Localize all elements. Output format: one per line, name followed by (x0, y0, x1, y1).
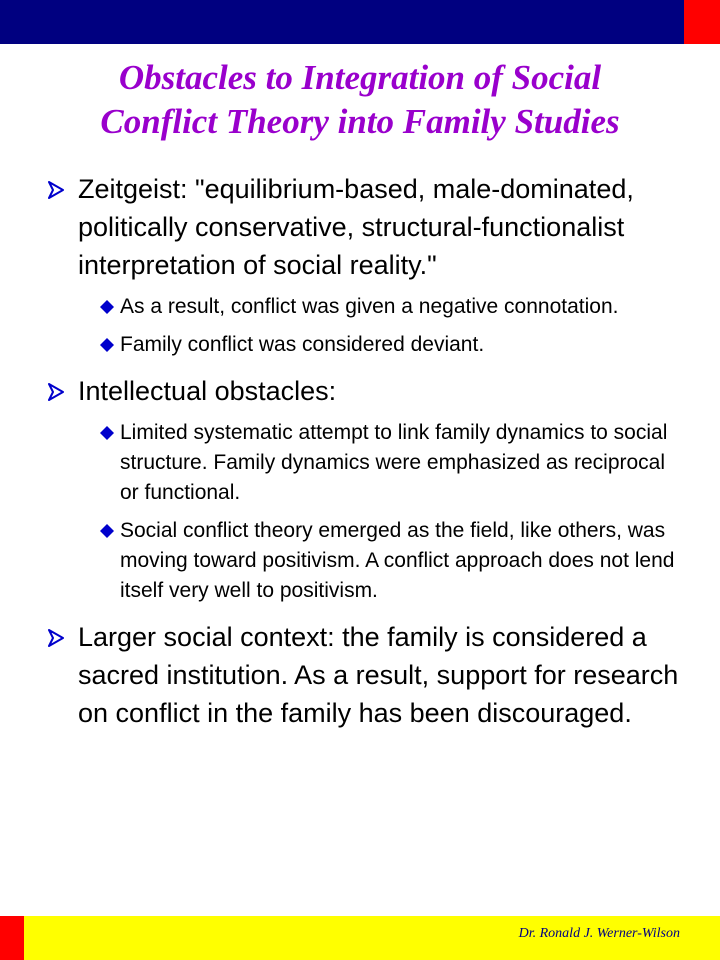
arrow-bullet-icon (47, 181, 65, 199)
footer-author: Dr. Ronald J. Werner-Wilson (518, 926, 680, 941)
diamond-bullet-icon (100, 426, 114, 440)
sub-bullet-text: Social conflict theory emerged as the field, like others, was moving toward positivism. A conflict approach does not lend itself very well to positivism. (120, 519, 675, 602)
diamond-bullet-icon (100, 300, 114, 314)
sub-bullet-item (0, 516, 720, 606)
bullet-text: Larger social context: the family is considered a sacred institution. As a result, support for research on conflict in the family has been discouraged. (78, 622, 679, 728)
header-accent-block (684, 0, 720, 44)
header-band (0, 0, 684, 44)
slide-title-line-1: Obstacles to Integration of Social (118, 58, 602, 97)
diamond-bullet-icon (100, 338, 114, 352)
arrow-bullet-icon (47, 629, 65, 647)
bullet-item (0, 372, 720, 410)
sub-bullet-text: Limited systematic attempt to link family dynamics to social structure. Family dynamics were emphasized as reciprocal or functional. (120, 421, 668, 504)
sub-bullet-item (0, 330, 720, 360)
sub-bullet-text: As a result, conflict was given a negative connotation. (120, 295, 619, 318)
slide-title-line-2: Conflict Theory into Family Studies (100, 102, 620, 141)
sub-bullet-text: Family conflict was considered deviant. (120, 333, 485, 356)
sub-bullet-item (0, 418, 720, 508)
sub-bullet-item (0, 292, 720, 322)
bullet-item (0, 618, 720, 732)
diamond-bullet-icon (100, 524, 114, 538)
arrow-bullet-icon (47, 383, 65, 401)
slide-title (40, 56, 680, 144)
bullet-item (0, 170, 720, 284)
bullet-text: Zeitgeist: "equilibrium-based, male-dominated, politically conservative, structural-functionalist interpretation of social reality." (78, 174, 634, 280)
slide-body (0, 170, 720, 732)
bullet-text: Intellectual obstacles: (78, 376, 337, 406)
footer-accent-block (0, 916, 24, 960)
